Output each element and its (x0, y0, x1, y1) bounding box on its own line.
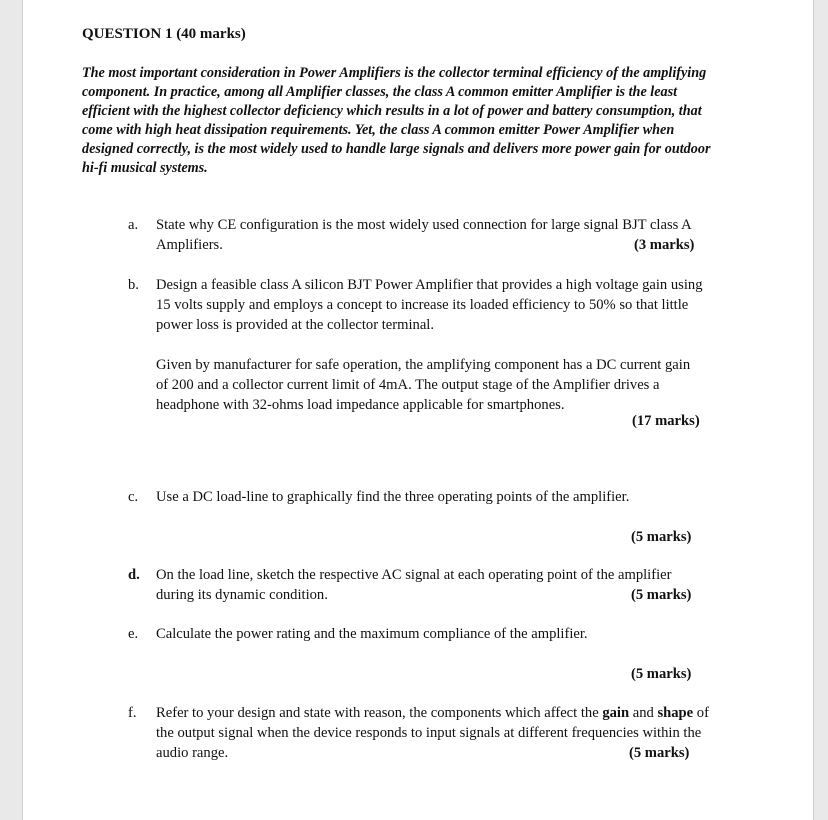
part-c (128, 487, 728, 549)
part-f-letter: f. (128, 705, 137, 721)
part-d-marks: (5 marks) (631, 587, 692, 603)
part-e-letter: e. (128, 626, 139, 642)
question-heading: QUESTION 1 (40 marks) (82, 26, 246, 42)
part-a-marks: (3 marks) (634, 237, 695, 253)
part-f-text-after: of the output signal when the device responds to input signals at different frequencies within the audio range. (156, 705, 709, 761)
part-f-bold-gain: gain (602, 705, 630, 721)
part-b-marks: (17 marks) (632, 413, 700, 429)
part-a (128, 215, 728, 257)
part-f-text-mid: and (629, 705, 658, 721)
part-f-bold-shape: shape (657, 705, 694, 721)
part-f (128, 703, 728, 765)
part-c-letter: c. (128, 489, 139, 505)
part-f-marks: (5 marks) (629, 745, 690, 761)
part-b-text: Design a feasible class A silicon BJT Power Amplifier that provides a high voltage gain using 15 volts supply and employs a concept to increase its loaded efficiency to 50% so that little power loss is provided at the collector terminal. (156, 277, 703, 333)
part-a-text: State why CE configuration is the most widely used connection for large signal BJT class A Amplifiers. (156, 217, 691, 253)
part-c-marks: (5 marks) (631, 529, 692, 545)
part-d-text: On the load line, sketch the respective AC signal at each operating point of the amplifier during its dynamic condition. (156, 567, 672, 603)
part-f-text-before: Refer to your design and state with reason, the components which affect the (156, 705, 603, 721)
part-e (128, 624, 728, 686)
part-b (128, 275, 728, 435)
part-b-given-text: Given by manufacturer for safe operation, the amplifying component has a DC current gain of 200 and a collector current limit of 4mA. The output stage of the Amplifier drives a headphone with 32-ohms load impedance applicable for smartphones. (156, 357, 691, 413)
part-a-letter: a. (128, 217, 139, 233)
part-d (128, 565, 728, 607)
part-c-text: Use a DC load-line to graphically find the three operating points of the amplifier. (156, 489, 630, 505)
part-e-marks: (5 marks) (631, 666, 692, 682)
part-e-text: Calculate the power rating and the maximum compliance of the amplifier. (156, 626, 588, 642)
question-intro: The most important consideration in Power Amplifiers is the collector terminal efficiency of the amplifying component. In practice, among all Amplifier classes, the class A common emitter Amplifier is the least efficient with the highest collector deficiency which results in a lot of power and battery consumption, that come with high heat dissipation requirements. Yet, the class A common emitter Power Amplifier when designed correctly, is the most widely used to handle large signals and delivers more power gain for outdoor hi-fi musical systems. (82, 65, 711, 176)
part-b-letter: b. (128, 277, 139, 293)
part-d-letter: d. (128, 567, 140, 583)
